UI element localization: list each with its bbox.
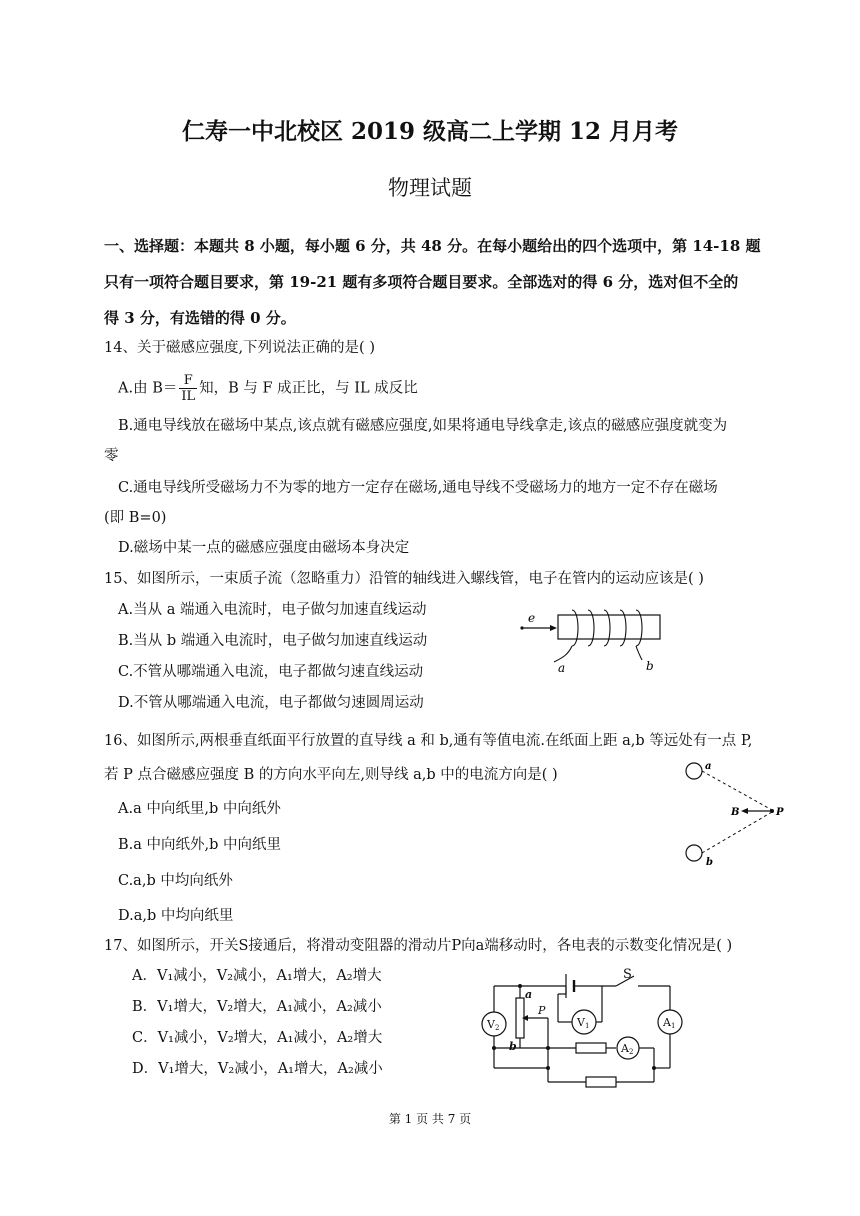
wire-a-circle	[686, 763, 702, 779]
q14-option-c-line2: (即 B=0)	[104, 510, 167, 526]
field-arrow	[741, 808, 748, 814]
label-B: B	[731, 807, 740, 818]
label-A2-sub: 2	[628, 1048, 634, 1056]
q17-option-b: B．V₁增大，V₂增大，A₁减小，A₂减小	[132, 999, 382, 1015]
q15-option-c: C.不管从哪端通入电流，电子都做匀速直线运动	[118, 664, 424, 680]
q16-stem-line1: 16、如图所示,两根垂直纸面平行放置的直导线 a 和 b,通有等值电流.在纸面上距 a,b 等远处有一点 P,	[104, 733, 753, 749]
label-b: b	[646, 659, 654, 673]
q14-stem: 14、关于磁感应强度,下列说法正确的是( )	[104, 340, 375, 356]
exam-title: 仁寿一中北校区 2019 级高二上学期 12 月月考	[181, 118, 679, 145]
label-A2-letter: A	[621, 1042, 629, 1055]
wire-b-circle	[686, 845, 702, 861]
label-P: P	[776, 807, 784, 818]
label-a: a	[525, 988, 533, 1001]
exam-subtitle: 物理试题	[388, 176, 472, 200]
label-A2	[620, 1042, 633, 1056]
wires-figure	[676, 755, 796, 867]
label-V1	[576, 1016, 589, 1030]
resistor-lower	[586, 1077, 616, 1087]
electron-arrow	[550, 625, 557, 631]
label-b: b	[509, 1040, 517, 1053]
label-V2-letter: V	[487, 1018, 495, 1031]
solenoid-figure	[510, 600, 670, 680]
q14-option-a-pre: A.由 B＝	[118, 380, 178, 397]
junction-4	[492, 1046, 496, 1050]
label-a: a	[558, 661, 566, 675]
label-V1-sub: 1	[584, 1022, 590, 1030]
junction-1	[546, 1046, 550, 1050]
lead-a	[554, 646, 572, 662]
junction-5	[518, 984, 522, 988]
q17-option-d: D．V₁增大，V₂减小，A₁增大，A₂减小	[132, 1061, 383, 1077]
circuit-figure	[478, 964, 698, 1090]
label-V1-letter: V	[577, 1016, 585, 1029]
junction-3	[652, 1066, 656, 1070]
q17-stem: 17、如图所示，开关S接通后，将滑动变阻器的滑动片P向a端移动时，各电表的示数变化情况是( )	[104, 938, 733, 954]
q14-option-a	[118, 373, 418, 404]
q16-stem-line2: 若 P 点合磁感应强度 B 的方向水平向左,则导线 a,b 中的电流方向是( )	[104, 767, 558, 783]
section-line-1: 一、选择题：本题共 8 小题，每小题 6 分，共 48 分。在每小题给出的四个选项中，第 14-18 题	[104, 237, 761, 255]
section-line-2: 只有一项符合题目要求，第 19-21 题有多项符合题目要求。全部选对的得 6 分，选对但不全的	[104, 273, 739, 291]
label-e: e	[528, 611, 536, 625]
q14-fraction-num: F	[179, 373, 197, 389]
q16-option-d: D.a,b 中均向纸里	[118, 908, 234, 924]
label-a: a	[705, 761, 712, 772]
q14-fraction	[179, 373, 197, 404]
slider-arrow	[522, 1015, 528, 1021]
q16-option-a: A.a 中向纸里,b 中向纸外	[118, 801, 281, 817]
section-instructions	[104, 228, 764, 336]
dash-line-b	[702, 812, 772, 853]
q16-option-c: C.a,b 中均向纸外	[118, 873, 233, 889]
label-S: S	[623, 967, 632, 982]
label-V2	[486, 1018, 499, 1032]
q14-option-d: D.磁场中某一点的磁感应强度由磁场本身决定	[118, 540, 410, 556]
q14-option-b-line2: 零	[104, 448, 119, 464]
label-b: b	[706, 857, 713, 867]
q17-option-c: C．V₁减小，V₂增大，A₁减小，A₂增大	[132, 1030, 383, 1046]
dash-line-a	[702, 771, 772, 810]
q17-option-a: A．V₁减小，V₂减小，A₁增大，A₂增大	[132, 968, 382, 984]
label-A1	[662, 1016, 675, 1030]
junction-2	[546, 1066, 550, 1070]
q14-option-b-line1: B.通电导线放在磁场中某点,该点就有磁感应强度,如果将通电导线拿走,该点的磁感应强度就变为	[118, 418, 728, 434]
q15-option-b: B.当从 b 端通入电流时，电子做匀加速直线运动	[118, 633, 428, 649]
resistor-upper	[576, 1043, 606, 1053]
q14-option-a-post: 知，B 与 F 成正比，与 IL 成反比	[199, 380, 418, 397]
point-p-dot	[770, 809, 774, 813]
electron-dot	[520, 626, 523, 629]
label-V2-sub: 2	[494, 1024, 500, 1032]
q15-stem: 15、如图所示，一束质子流（忽略重力）沿管的轴线进入螺线管，电子在管内的运动应该是( )	[104, 571, 704, 587]
q15-option-d: D.不管从哪端通入电流，电子都做匀速圆周运动	[118, 695, 424, 711]
label-A1-sub: 1	[670, 1022, 676, 1030]
q15-option-a: A.当从 a 端通入电流时，电子做匀加速直线运动	[118, 602, 427, 618]
page-footer: 第 1 页 共 7 页	[388, 1112, 472, 1126]
label-P: P	[538, 1004, 546, 1017]
label-A1-letter: A	[663, 1016, 671, 1029]
q16-option-b: B.a 中向纸外,b 中向纸里	[118, 837, 282, 853]
lead-b	[636, 646, 642, 660]
q14-option-c-line1: C.通电导线所受磁场力不为零的地方一定存在磁场,通电导线不受磁场力的地方一定不存在磁场	[118, 480, 718, 496]
q14-fraction-den: IL	[181, 389, 196, 404]
section-line-3: 得 3 分，有选错的得 0 分。	[104, 309, 296, 327]
